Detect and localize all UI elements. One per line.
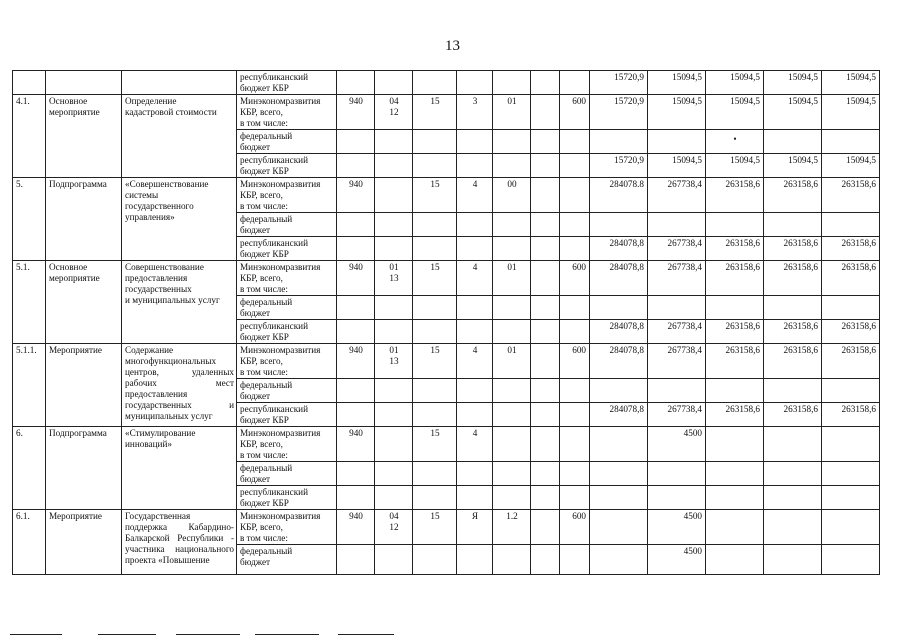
row-number (13, 71, 46, 95)
row-title: «Стимулирование инноваций» (122, 427, 237, 510)
csr-subprogram-code (457, 154, 493, 178)
year-amount (706, 379, 764, 403)
csr-direction-code (531, 178, 560, 213)
year-amount: 15094,5 (822, 71, 880, 95)
year-amount (590, 213, 648, 237)
year-amount: 263158,6 (764, 178, 822, 213)
csr-program-code (413, 296, 457, 320)
year-amount: 284078,8 (590, 320, 648, 344)
csr-direction-code (531, 344, 560, 379)
vr-code (560, 379, 590, 403)
rzpr-code (375, 154, 413, 178)
csr-subprogram-code (457, 545, 493, 575)
year-amount: 263158,6 (706, 344, 764, 379)
year-amount: 15094,5 (706, 154, 764, 178)
rzpr-code (375, 486, 413, 510)
csr-direction-code (531, 296, 560, 320)
year-amount (822, 545, 880, 575)
year-amount (764, 296, 822, 320)
year-amount (590, 130, 648, 154)
rzpr-code: 01 13 (375, 344, 413, 379)
year-amount (648, 213, 706, 237)
csr-event-code (493, 154, 531, 178)
csr-subprogram-code (457, 462, 493, 486)
year-amount: 15094,5 (764, 154, 822, 178)
csr-program-code: 15 (413, 178, 457, 213)
rzpr-code (375, 213, 413, 237)
year-amount (822, 427, 880, 462)
rzpr-code (375, 427, 413, 462)
year-amount: 15720,9 (590, 71, 648, 95)
row-type: Мероприятие (46, 344, 122, 427)
year-amount: 263158,6 (706, 320, 764, 344)
year-amount (648, 296, 706, 320)
row-type: Подпрограмма (46, 178, 122, 261)
row-title: Совершенствование предоставления государственных и муниципальных услуг (122, 261, 237, 344)
vr-code (560, 462, 590, 486)
table-row (13, 95, 880, 130)
rzpr-code (375, 379, 413, 403)
year-amount: 267738,4 (648, 403, 706, 427)
budget-table (12, 70, 880, 575)
year-amount: 15094,5 (648, 71, 706, 95)
funding-source: Минэкономразвития КБР, всего, в том числе: (237, 344, 337, 379)
vr-code: 600 (560, 510, 590, 545)
csr-subprogram-code (457, 130, 493, 154)
csr-direction-code (531, 379, 560, 403)
year-amount: 15094,5 (648, 154, 706, 178)
signature-line (10, 634, 62, 635)
funding-source: федеральный бюджет (237, 379, 337, 403)
year-amount (590, 427, 648, 462)
csr-direction-code (531, 462, 560, 486)
csr-program-code (413, 379, 457, 403)
grbs-code (337, 71, 375, 95)
csr-direction-code (531, 486, 560, 510)
csr-direction-code (531, 71, 560, 95)
funding-source: федеральный бюджет (237, 462, 337, 486)
year-amount (764, 130, 822, 154)
funding-source: федеральный бюджет (237, 130, 337, 154)
rzpr-code: 04 12 (375, 510, 413, 545)
year-amount: 263158,6 (822, 178, 880, 213)
year-amount: 263158,6 (822, 344, 880, 379)
year-amount (764, 379, 822, 403)
year-amount (706, 545, 764, 575)
funding-source: федеральный бюджет (237, 213, 337, 237)
csr-event-code (493, 403, 531, 427)
rzpr-code: 04 12 (375, 95, 413, 130)
csr-program-code (413, 403, 457, 427)
csr-event-code (493, 71, 531, 95)
year-amount: 15094,5 (822, 95, 880, 130)
year-amount (822, 296, 880, 320)
csr-direction-code (531, 261, 560, 296)
year-amount: 15094,5 (764, 71, 822, 95)
year-amount (764, 462, 822, 486)
row-number: 5. (13, 178, 46, 261)
row-type: Подпрограмма (46, 427, 122, 510)
table-row (13, 261, 880, 296)
year-amount (706, 213, 764, 237)
year-amount (706, 462, 764, 486)
grbs-code: 940 (337, 95, 375, 130)
funding-source: республиканский бюджет КБР (237, 403, 337, 427)
grbs-code (337, 486, 375, 510)
funding-source: федеральный бюджет (237, 545, 337, 575)
year-amount: 263158,6 (706, 178, 764, 213)
year-amount (648, 130, 706, 154)
year-amount: 284078,8 (590, 344, 648, 379)
csr-program-code (413, 130, 457, 154)
year-amount (764, 486, 822, 510)
csr-subprogram-code: Я (457, 510, 493, 545)
row-type: Мероприятие (46, 510, 122, 575)
rzpr-code (375, 320, 413, 344)
csr-direction-code (531, 213, 560, 237)
row-number: 5.1. (13, 261, 46, 344)
vr-code (560, 154, 590, 178)
csr-program-code: 15 (413, 261, 457, 296)
csr-program-code: 15 (413, 427, 457, 462)
year-amount: 15094,5 (648, 95, 706, 130)
year-amount: • (706, 130, 764, 154)
funding-source: республиканский бюджет КБР (237, 154, 337, 178)
csr-program-code: 15 (413, 344, 457, 379)
csr-event-code (493, 213, 531, 237)
funding-source: Минэкономразвития КБР, всего, в том числе: (237, 178, 337, 213)
grbs-code (337, 403, 375, 427)
grbs-code (337, 462, 375, 486)
year-amount (590, 379, 648, 403)
row-title: «Совершенствование системы государственного управления» (122, 178, 237, 261)
csr-subprogram-code (457, 486, 493, 510)
csr-subprogram-code (457, 296, 493, 320)
rzpr-code (375, 296, 413, 320)
signature-line (338, 634, 394, 635)
vr-code: 600 (560, 261, 590, 296)
csr-event-code (493, 237, 531, 261)
csr-program-code (413, 486, 457, 510)
rzpr-code (375, 403, 413, 427)
table-row (13, 344, 880, 379)
year-amount: 284078,8 (590, 237, 648, 261)
vr-code (560, 71, 590, 95)
csr-subprogram-code: 4 (457, 427, 493, 462)
vr-code (560, 403, 590, 427)
rzpr-code (375, 178, 413, 213)
row-type (46, 71, 122, 95)
row-title (122, 71, 237, 95)
funding-source: Минэкономразвития КБР, всего, в том числе: (237, 427, 337, 462)
csr-event-code (493, 545, 531, 575)
year-amount: 263158,6 (822, 261, 880, 296)
csr-event-code: 00 (493, 178, 531, 213)
year-amount (590, 545, 648, 575)
csr-direction-code (531, 95, 560, 130)
year-amount: 284078,8 (590, 261, 648, 296)
csr-event-code (493, 462, 531, 486)
csr-subprogram-code: 4 (457, 261, 493, 296)
table-row (13, 71, 880, 95)
year-amount: 284078.8 (590, 178, 648, 213)
csr-direction-code (531, 237, 560, 261)
year-amount: 15094,5 (706, 71, 764, 95)
csr-event-code (493, 296, 531, 320)
table-row (13, 510, 880, 545)
signature-line (255, 634, 319, 635)
year-amount: 4500 (648, 510, 706, 545)
signature-line (98, 634, 156, 635)
row-title: Определение кадастровой стоимости (122, 95, 237, 178)
csr-program-code (413, 213, 457, 237)
grbs-code (337, 379, 375, 403)
funding-source: республиканский бюджет КБР (237, 71, 337, 95)
csr-program-code (413, 237, 457, 261)
csr-subprogram-code: 4 (457, 178, 493, 213)
year-amount (706, 486, 764, 510)
csr-program-code (413, 71, 457, 95)
row-number: 6.1. (13, 510, 46, 575)
grbs-code: 940 (337, 510, 375, 545)
row-type: Основное мероприятие (46, 95, 122, 178)
row-number: 4.1. (13, 95, 46, 178)
csr-direction-code (531, 545, 560, 575)
funding-source: республиканский бюджет КБР (237, 237, 337, 261)
rzpr-code (375, 545, 413, 575)
row-title: Содержание многофункциональных центров, удаленных рабочих мест предоставления государственных и муниципальных услуг (122, 344, 237, 427)
vr-code: 600 (560, 95, 590, 130)
year-amount (764, 213, 822, 237)
grbs-code (337, 296, 375, 320)
year-amount: 263158,6 (706, 403, 764, 427)
vr-code (560, 213, 590, 237)
year-amount: 15720,9 (590, 95, 648, 130)
page-number: 13 (445, 38, 460, 54)
row-number: 5.1.1. (13, 344, 46, 427)
funding-source: Минэкономразвития КБР, всего, в том числе: (237, 510, 337, 545)
csr-subprogram-code (457, 71, 493, 95)
year-amount (822, 379, 880, 403)
funding-source: республиканский бюджет КБР (237, 486, 337, 510)
year-amount: 267738,4 (648, 344, 706, 379)
year-amount (590, 510, 648, 545)
vr-code (560, 320, 590, 344)
year-amount: 4500 (648, 545, 706, 575)
table-row (13, 178, 880, 213)
vr-code (560, 427, 590, 462)
year-amount (590, 486, 648, 510)
grbs-code (337, 213, 375, 237)
grbs-code: 940 (337, 178, 375, 213)
year-amount: 15094,5 (764, 95, 822, 130)
year-amount (822, 486, 880, 510)
csr-subprogram-code: 4 (457, 344, 493, 379)
csr-event-code (493, 427, 531, 462)
vr-code (560, 130, 590, 154)
csr-direction-code (531, 154, 560, 178)
year-amount: 267738,4 (648, 237, 706, 261)
vr-code (560, 296, 590, 320)
year-amount: 263158,6 (764, 403, 822, 427)
year-amount: 263158,6 (764, 344, 822, 379)
csr-event-code: 01 (493, 95, 531, 130)
csr-event-code (493, 320, 531, 344)
year-amount: 263158,6 (764, 261, 822, 296)
rzpr-code: 01 13 (375, 261, 413, 296)
grbs-code (337, 130, 375, 154)
year-amount (764, 545, 822, 575)
year-amount: 267738,4 (648, 261, 706, 296)
csr-program-code (413, 320, 457, 344)
year-amount: 263158,6 (706, 237, 764, 261)
vr-code (560, 178, 590, 213)
csr-subprogram-code (457, 320, 493, 344)
grbs-code (337, 154, 375, 178)
csr-direction-code (531, 403, 560, 427)
table-row (13, 427, 880, 462)
year-amount: 263158,6 (764, 237, 822, 261)
year-amount (764, 510, 822, 545)
grbs-code (337, 237, 375, 261)
grbs-code: 940 (337, 261, 375, 296)
year-amount (706, 510, 764, 545)
row-type: Основное мероприятие (46, 261, 122, 344)
csr-event-code (493, 130, 531, 154)
grbs-code (337, 545, 375, 575)
year-amount: 263158,6 (822, 320, 880, 344)
year-amount: 263158,6 (822, 237, 880, 261)
year-amount: 263158,6 (764, 320, 822, 344)
year-amount (590, 296, 648, 320)
funding-source: федеральный бюджет (237, 296, 337, 320)
csr-event-code: 1.2 (493, 510, 531, 545)
csr-subprogram-code: 3 (457, 95, 493, 130)
year-amount (764, 427, 822, 462)
rzpr-code (375, 130, 413, 154)
csr-direction-code (531, 427, 560, 462)
csr-event-code: 01 (493, 261, 531, 296)
csr-subprogram-code (457, 237, 493, 261)
year-amount (590, 462, 648, 486)
csr-event-code: 01 (493, 344, 531, 379)
funding-source: республиканский бюджет КБР (237, 320, 337, 344)
year-amount (822, 462, 880, 486)
vr-code (560, 545, 590, 575)
year-amount (822, 130, 880, 154)
csr-subprogram-code (457, 213, 493, 237)
csr-subprogram-code (457, 403, 493, 427)
year-amount: 15094,5 (706, 95, 764, 130)
csr-program-code (413, 545, 457, 575)
funding-source: Минэкономразвития КБР, всего, в том числе: (237, 95, 337, 130)
year-amount (822, 510, 880, 545)
rzpr-code (375, 237, 413, 261)
vr-code: 600 (560, 344, 590, 379)
year-amount: 263158,6 (822, 403, 880, 427)
year-amount (648, 462, 706, 486)
year-amount: 284078,8 (590, 403, 648, 427)
signature-line (176, 634, 240, 635)
row-title: Государственная поддержка Кабардино-Балкарской Республики - участника национального проекта «Повышение (122, 510, 237, 575)
grbs-code (337, 320, 375, 344)
year-amount: 267738,4 (648, 320, 706, 344)
csr-program-code (413, 462, 457, 486)
year-amount (706, 427, 764, 462)
csr-program-code: 15 (413, 510, 457, 545)
funding-source: Минэкономразвития КБР, всего, в том числе: (237, 261, 337, 296)
rzpr-code (375, 462, 413, 486)
csr-event-code (493, 486, 531, 510)
year-amount (822, 213, 880, 237)
year-amount: 15094,5 (822, 154, 880, 178)
csr-direction-code (531, 130, 560, 154)
csr-direction-code (531, 320, 560, 344)
csr-program-code: 15 (413, 95, 457, 130)
rzpr-code (375, 71, 413, 95)
year-amount: 4500 (648, 427, 706, 462)
year-amount: 15720,9 (590, 154, 648, 178)
csr-program-code (413, 154, 457, 178)
grbs-code: 940 (337, 344, 375, 379)
csr-subprogram-code (457, 379, 493, 403)
year-amount: 263158,6 (706, 261, 764, 296)
year-amount (648, 379, 706, 403)
year-amount (706, 296, 764, 320)
csr-direction-code (531, 510, 560, 545)
csr-event-code (493, 379, 531, 403)
vr-code (560, 237, 590, 261)
year-amount (648, 486, 706, 510)
vr-code (560, 486, 590, 510)
year-amount: 267738,4 (648, 178, 706, 213)
row-number: 6. (13, 427, 46, 510)
grbs-code: 940 (337, 427, 375, 462)
